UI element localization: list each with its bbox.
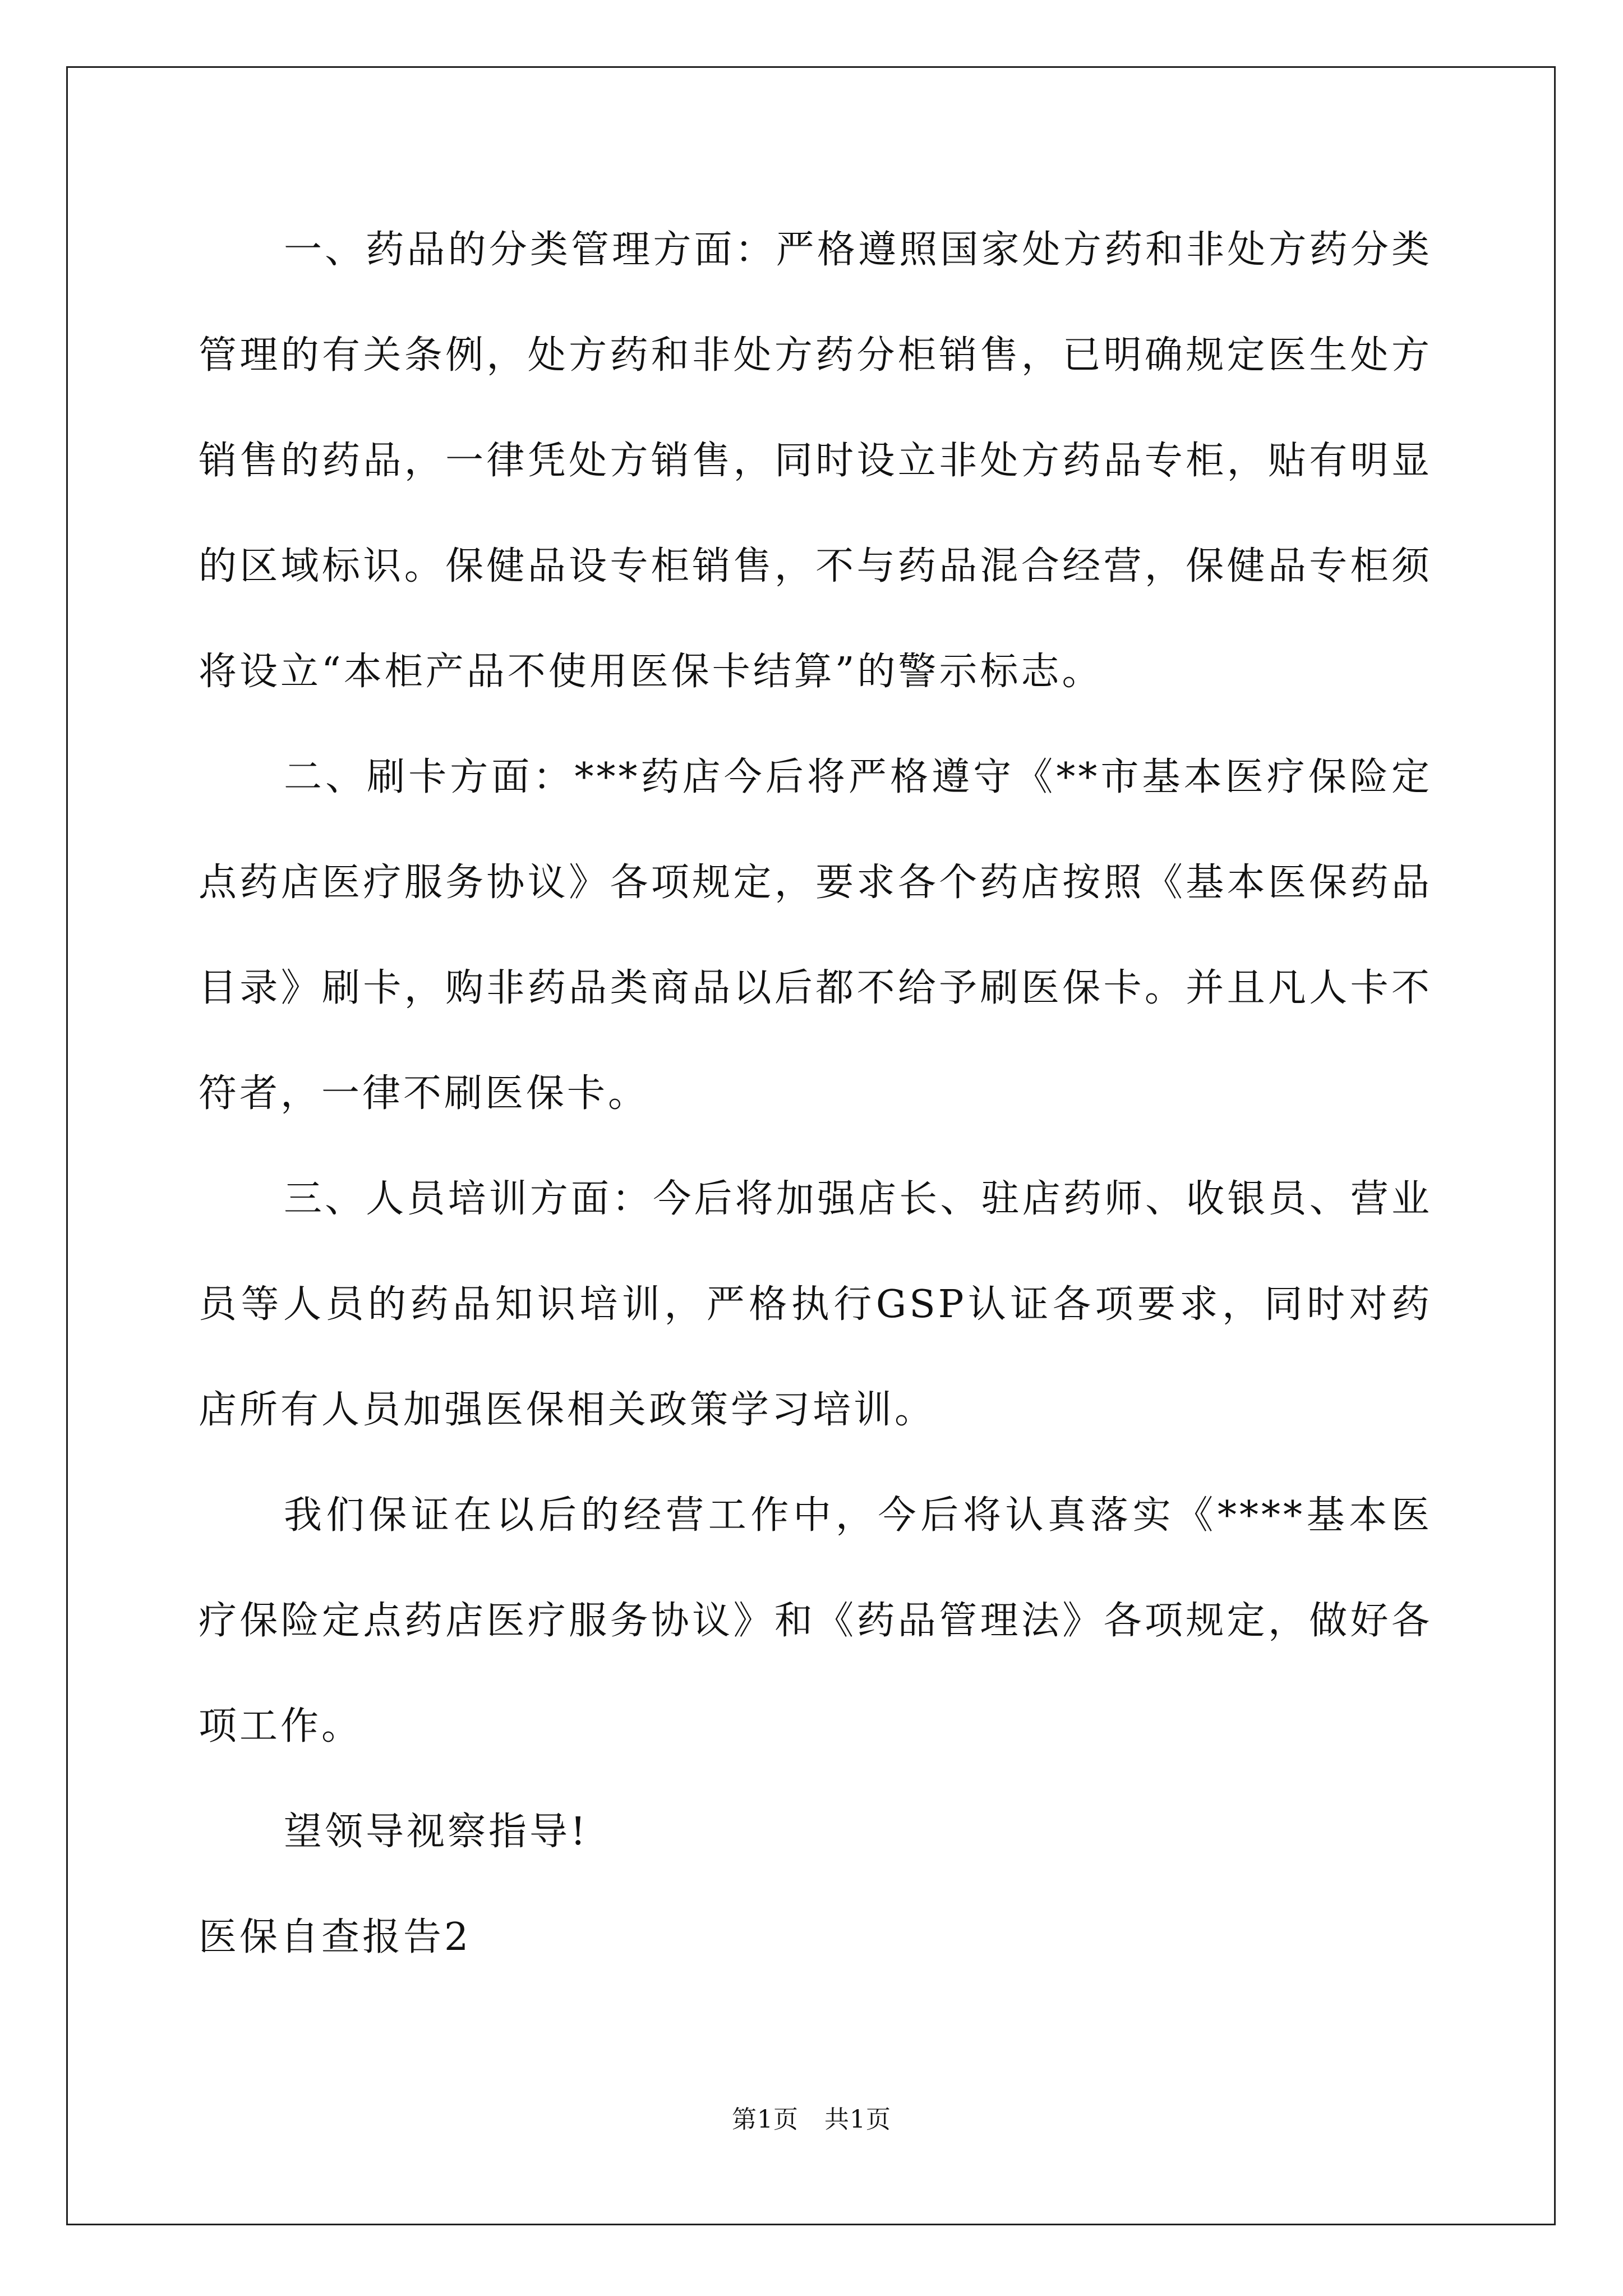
paragraph-closing: 望领导视察指导! [284, 1810, 589, 1854]
paragraph-card-swiping: 二、刷卡方面：***药店今后将严格遵守《**市基本医疗保险定点药店医疗服务协议》各项规定，要求各个药店按照《基本医保药品目录》刷卡，购非药品类商品以后都不给予刷医保卡。并且凡人卡不符者，一律不刷医保卡。 [199, 755, 1432, 1116]
paragraph-guarantee: 我们保证在以后的经营工作中，今后将认真落实《****基本医疗保险定点药店医疗服务协议》和《药品管理法》各项规定，做好各项工作。 [199, 1493, 1432, 1749]
paragraph-drug-classification: 一、药品的分类管理方面：严格遵照国家处方药和非处方药分类管理的有关条例，处方药和非处方药分柜销售，已明确规定医生处方销售的药品，一律凭处方销售，同时设立非处方药品专柜，贴有明显的区域标识。保健品设专柜销售，不与药品混合经营，保健品专柜须将设立“本柜产品不使用医保卡结算”的警示标志。 [199, 228, 1432, 694]
section-heading: 医保自查报告2 [199, 1915, 472, 1959]
page-total: 共1页 [824, 2105, 891, 2134]
page-number: 第1页 [732, 2105, 799, 2134]
page-footer [0, 2099, 1623, 2135]
paragraph-staff-training: 三、人员培训方面：今后将加强店长、驻店药师、收银员、营业员等人员的药品知识培训，严格执行GSP认证各项要求，同时对药店所有人员加强医保相关政策学习培训。 [199, 1177, 1432, 1432]
document-body [199, 197, 1432, 1990]
